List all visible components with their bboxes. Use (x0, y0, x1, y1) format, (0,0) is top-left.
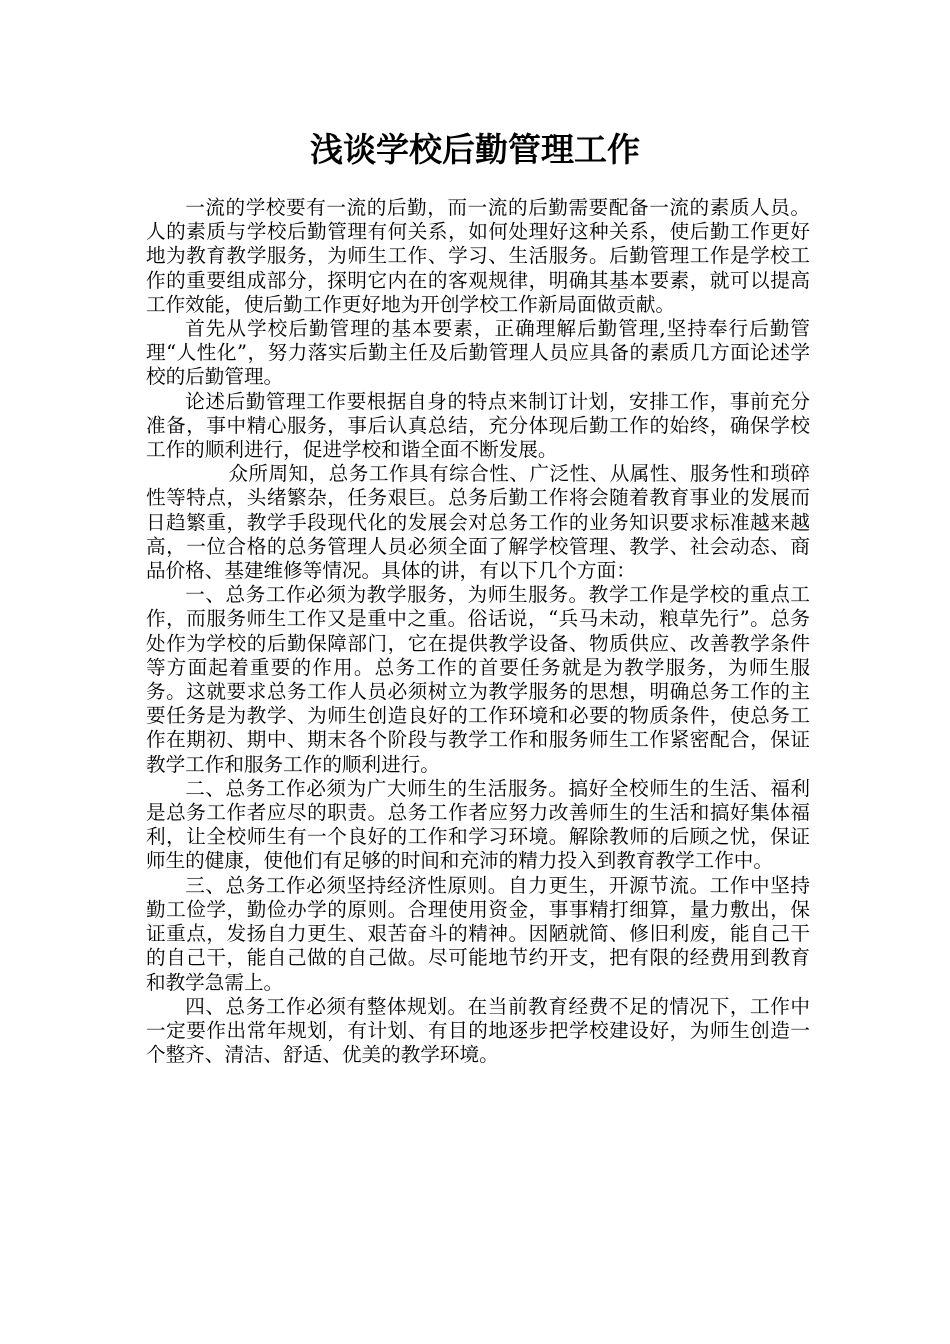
paragraph-characteristics: 众所周知，总务工作具有综合性、广泛性、从属性、服务性和琐碎性等特点，头绪繁杂，任务艰巨。总务后勤工作将会随着教育事业的发展而日趋繁重，教学手段现代化的发展会对总务工作的业务知识要求标准越来越高，一位合格的总务管理人员必须全面了解学校管理、教学、社会动态、商品价格、基建维修等情况。具体的讲，有以下几个方面： (146, 462, 810, 583)
paragraph-method: 论述后勤管理工作要根据自身的特点来制订计划，安排工作，事前充分准备，事中精心服务，事后认真总结，充分体现后勤工作的始终，确保学校工作的顺利进行，促进学校和谐全面不断发展。 (146, 389, 810, 462)
document-body (146, 196, 810, 1067)
paragraph-overview: 首先从学校后勤管理的基本要素，正确理解后勤管理,坚持奉行后勤管理“人性化”，努力落实后勤主任及后勤管理人员应具备的素质几方面论述学校的后勤管理。 (146, 317, 810, 389)
paragraph-point-4: 四、总务工作必须有整体规划。在当前教育经费不足的情况下，工作中一定要作出常年规划，有计划、有目的地逐步把学校建设好，为师生创造一个整齐、清洁、舒适、优美的教学环境。 (146, 994, 810, 1067)
document-title: 浅谈学校后勤管理工作 (310, 130, 640, 169)
paragraph-point-1: 一、总务工作必须为教学服务，为师生服务。教学工作是学校的重点工作，而服务师生工作又是重中之重。俗话说，“兵马未动，粮草先行”。总务处作为学校的后勤保障部门，它在提供教学设备、物质供应、改善教学条件等方面起着重要的作用。总务工作的首要任务就是为教学服务，为师生服务。这就要求总务工作人员必须树立为教学服务的思想，明确总务工作的主要任务是为教学、为师生创造良好的工作环境和必要的物质条件，使总务工作在期初、期中、期末各个阶段与教学工作和服务师生工作紧密配合，保证教学工作和服务工作的顺利进行。 (146, 583, 810, 776)
paragraph-point-3: 三、总务工作必须坚持经济性原则。自力更生，开源节流。工作中坚持勤工俭学，勤俭办学的原则。合理使用资金，事事精打细算，量力敷出，保证重点，发扬自力更生、艰苦奋斗的精神。因陋就简、修旧利废，能自己干的自己干，能自己做的自己做。尽可能地节约开支，把有限的经费用到教育和教学急需上。 (146, 873, 810, 994)
paragraph-point-2: 二、总务工作必须为广大师生的生活服务。搞好全校师生的生活、福利是总务工作者应尽的职责。总务工作者应努力改善师生的生活和搞好集体福利，让全校师生有一个良好的工作和学习环境。解除教师的后顾之忧，保证师生的健康，使他们有足够的时间和充沛的精力投入到教育教学工作中。 (146, 776, 810, 873)
paragraph-intro: 一流的学校要有一流的后勤，而一流的后勤需要配备一流的素质人员。人的素质与学校后勤管理有何关系，如何处理好这种关系，使后勤工作更好地为教育教学服务，为师生工作、学习、生活服务。后勤管理工作是学校工作的重要组成部分，探明它内在的客观规律，明确其基本要素，就可以提高工作效能，使后勤工作更好地为开创学校工作新局面做贡献。 (146, 196, 810, 316)
